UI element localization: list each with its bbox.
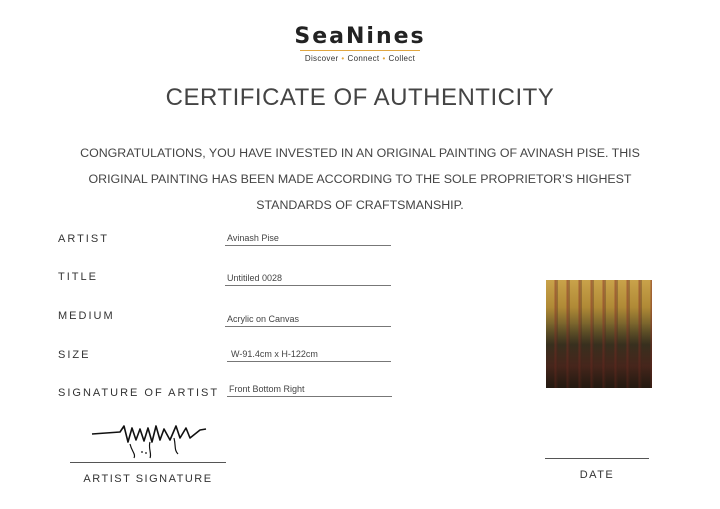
signature-of-artist-value: Front Bottom Right <box>227 384 392 397</box>
brand-logo <box>0 24 720 63</box>
size-value: W-91.4cm x H-122cm <box>227 349 391 362</box>
artist-label: ARTIST <box>58 233 109 245</box>
brand-underline <box>300 50 420 51</box>
size-label: SIZE <box>58 349 91 361</box>
artist-signature-label: ARTIST SIGNATURE <box>83 473 213 485</box>
medium-value: Acrylic on Canvas <box>225 314 391 327</box>
title-value: Untitiled 0028 <box>225 273 391 286</box>
brand-name: SeaNines <box>294 24 426 49</box>
signature-line <box>70 462 226 463</box>
date-line <box>545 458 649 459</box>
signature-of-artist-label: SIGNATURE OF ARTIST <box>58 387 220 399</box>
artist-signature-image <box>90 420 208 460</box>
medium-label: MEDIUM <box>58 310 115 322</box>
certificate-title: CERTIFICATE OF AUTHENTICITY <box>165 84 555 111</box>
title-label: TITLE <box>58 271 98 283</box>
artist-value: Avinash Pise <box>225 233 391 246</box>
tagline-word: Discover <box>304 54 339 63</box>
tagline-word: Connect <box>347 54 380 63</box>
tagline-word: Collect <box>388 54 416 63</box>
abstract-painting-thumbnail <box>546 280 652 388</box>
date-label: DATE <box>579 469 615 481</box>
brand-tagline: Discover • Connect • Collect <box>304 54 416 63</box>
intro-text: CONGRATULATIONS, YOU HAVE INVESTED IN AN ORIGINAL PAINTING OF AVINASH PISE. THIS ORIGINAL PAINTING HAS BEEN MADE ACCORDING TO THE SOLE PROPRIETOR’S HIGHEST STANDARDS OF CRAFTSMANSHIP. <box>80 146 640 212</box>
